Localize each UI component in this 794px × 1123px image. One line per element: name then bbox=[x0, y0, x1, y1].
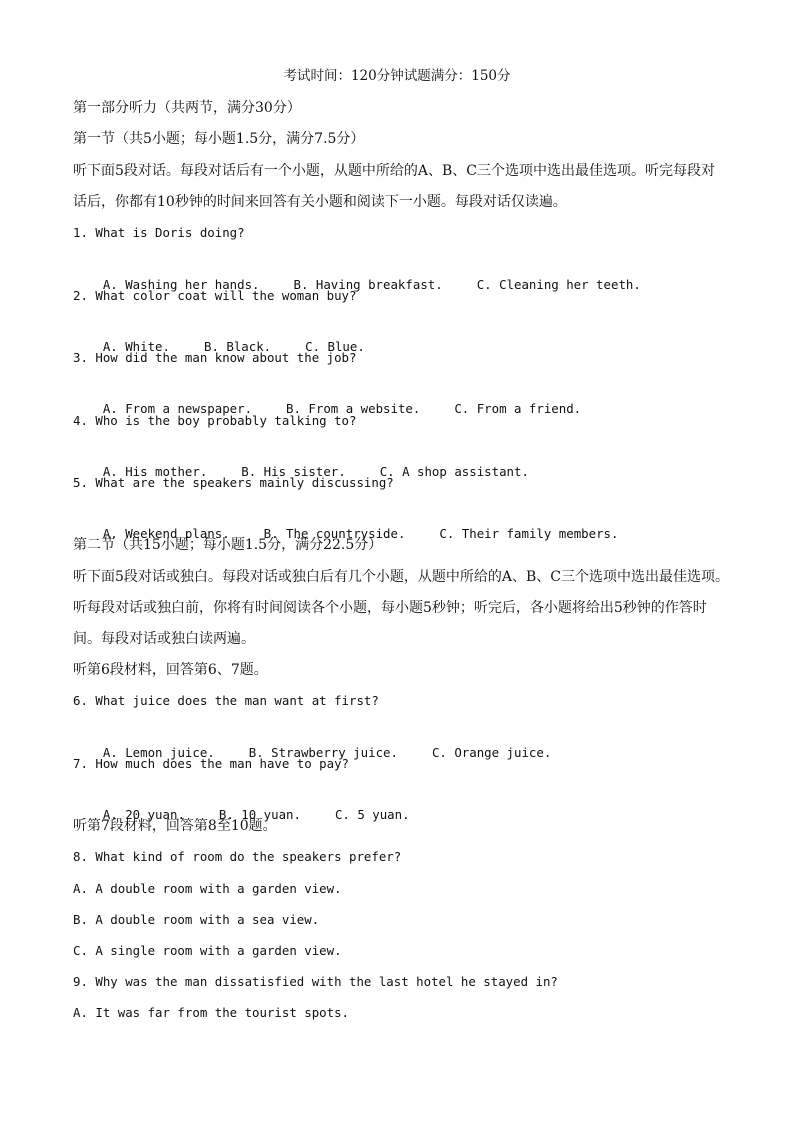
material-heading: 听第6段材料，回答第6、7题。 bbox=[73, 662, 268, 678]
material-heading: 听第7段材料，回答第8至10题。 bbox=[73, 818, 277, 834]
section2-heading: 第二节（共15小题；每小题1.5分，满分22.5分） bbox=[73, 537, 383, 553]
section2-instruction: 听下面5段对话或独白。每段对话或独白后有几个小题，从题中所给的A、B、C三个选项中选出最佳选项。 bbox=[73, 569, 730, 585]
option: A. From a newspaper. bbox=[102, 401, 253, 416]
question-stem: 2. What color coat will the woman buy? bbox=[73, 288, 357, 303]
option: A. A double room with a garden view. bbox=[73, 881, 342, 896]
option: B. A double room with a sea view. bbox=[73, 912, 320, 927]
question-stem: 1. What is Doris doing? bbox=[73, 225, 245, 240]
option: A. Weekend plans. bbox=[102, 526, 230, 541]
option: A. It was far from the tourist spots. bbox=[73, 1005, 350, 1020]
option: C. A shop assistant. bbox=[379, 464, 529, 479]
question-stem: 3. How did the man know about the job? bbox=[73, 350, 357, 365]
section1-instruction: 话后，你都有10秒钟的时间来回答有关小题和阅读下一小题。每段对话仅读遍。 bbox=[73, 194, 567, 210]
option: A. 20 yuan. bbox=[102, 807, 185, 822]
option: A. White. bbox=[102, 339, 170, 354]
option: C. Blue. bbox=[305, 339, 365, 354]
question-stem: 8. What kind of room do the speakers prefer? bbox=[73, 849, 402, 864]
section1-heading: 第一节（共5小题；每小题1.5分，满分7.5分） bbox=[73, 131, 365, 147]
question-options bbox=[73, 785, 410, 845]
exam-header: 考试时间：120分钟试题满分：150分 bbox=[283, 68, 511, 84]
option: B. Strawberry juice. bbox=[248, 745, 398, 760]
question-options bbox=[73, 723, 551, 783]
option: C. Their family members. bbox=[439, 526, 619, 541]
section2-instruction: 间。每段对话或独白读两遍。 bbox=[73, 631, 255, 647]
option: A. Lemon juice. bbox=[102, 745, 215, 760]
question-options bbox=[73, 504, 618, 564]
question-options bbox=[73, 255, 641, 315]
question-stem: 6. What juice does the man want at first? bbox=[73, 693, 379, 708]
question-stem: 7. How much does the man have to pay? bbox=[73, 756, 350, 771]
option: C. From a friend. bbox=[454, 401, 582, 416]
part1-heading: 第一部分听力（共两节，满分30分） bbox=[73, 100, 301, 116]
option: A. Washing her hands. bbox=[102, 277, 260, 292]
option: B. Having breakfast. bbox=[293, 277, 443, 292]
option: B. His sister. bbox=[241, 464, 346, 479]
question-stem: 9. Why was the man dissatisfied with the last hotel he stayed in? bbox=[73, 974, 558, 989]
section1-instruction: 听下面5段对话。每段对话后有一个小题，从题中所给的A、B、C三个选项中选出最佳选项。听完每段对 bbox=[73, 163, 716, 179]
question-stem: 5. What are the speakers mainly discussing? bbox=[73, 475, 394, 490]
question-options bbox=[73, 442, 529, 502]
question-options bbox=[73, 317, 365, 377]
option: C. Cleaning her teeth. bbox=[476, 277, 641, 292]
option: A. His mother. bbox=[102, 464, 208, 479]
option: C. Orange juice. bbox=[431, 745, 552, 760]
question-stem: 4. Who is the boy probably talking to? bbox=[73, 413, 357, 428]
option: B. Black. bbox=[203, 339, 272, 354]
option: B. The countryside. bbox=[263, 526, 406, 541]
option: C. 5 yuan. bbox=[334, 807, 410, 822]
option: C. A single room with a garden view. bbox=[73, 943, 342, 958]
option: B. From a website. bbox=[286, 401, 421, 416]
option: B. 10 yuan. bbox=[218, 807, 301, 822]
section2-instruction: 听每段对话或独白前，你将有时间阅读各个小题，每小题5秒钟；听完后，各小题将给出5秒钟的作答时 bbox=[73, 600, 707, 616]
